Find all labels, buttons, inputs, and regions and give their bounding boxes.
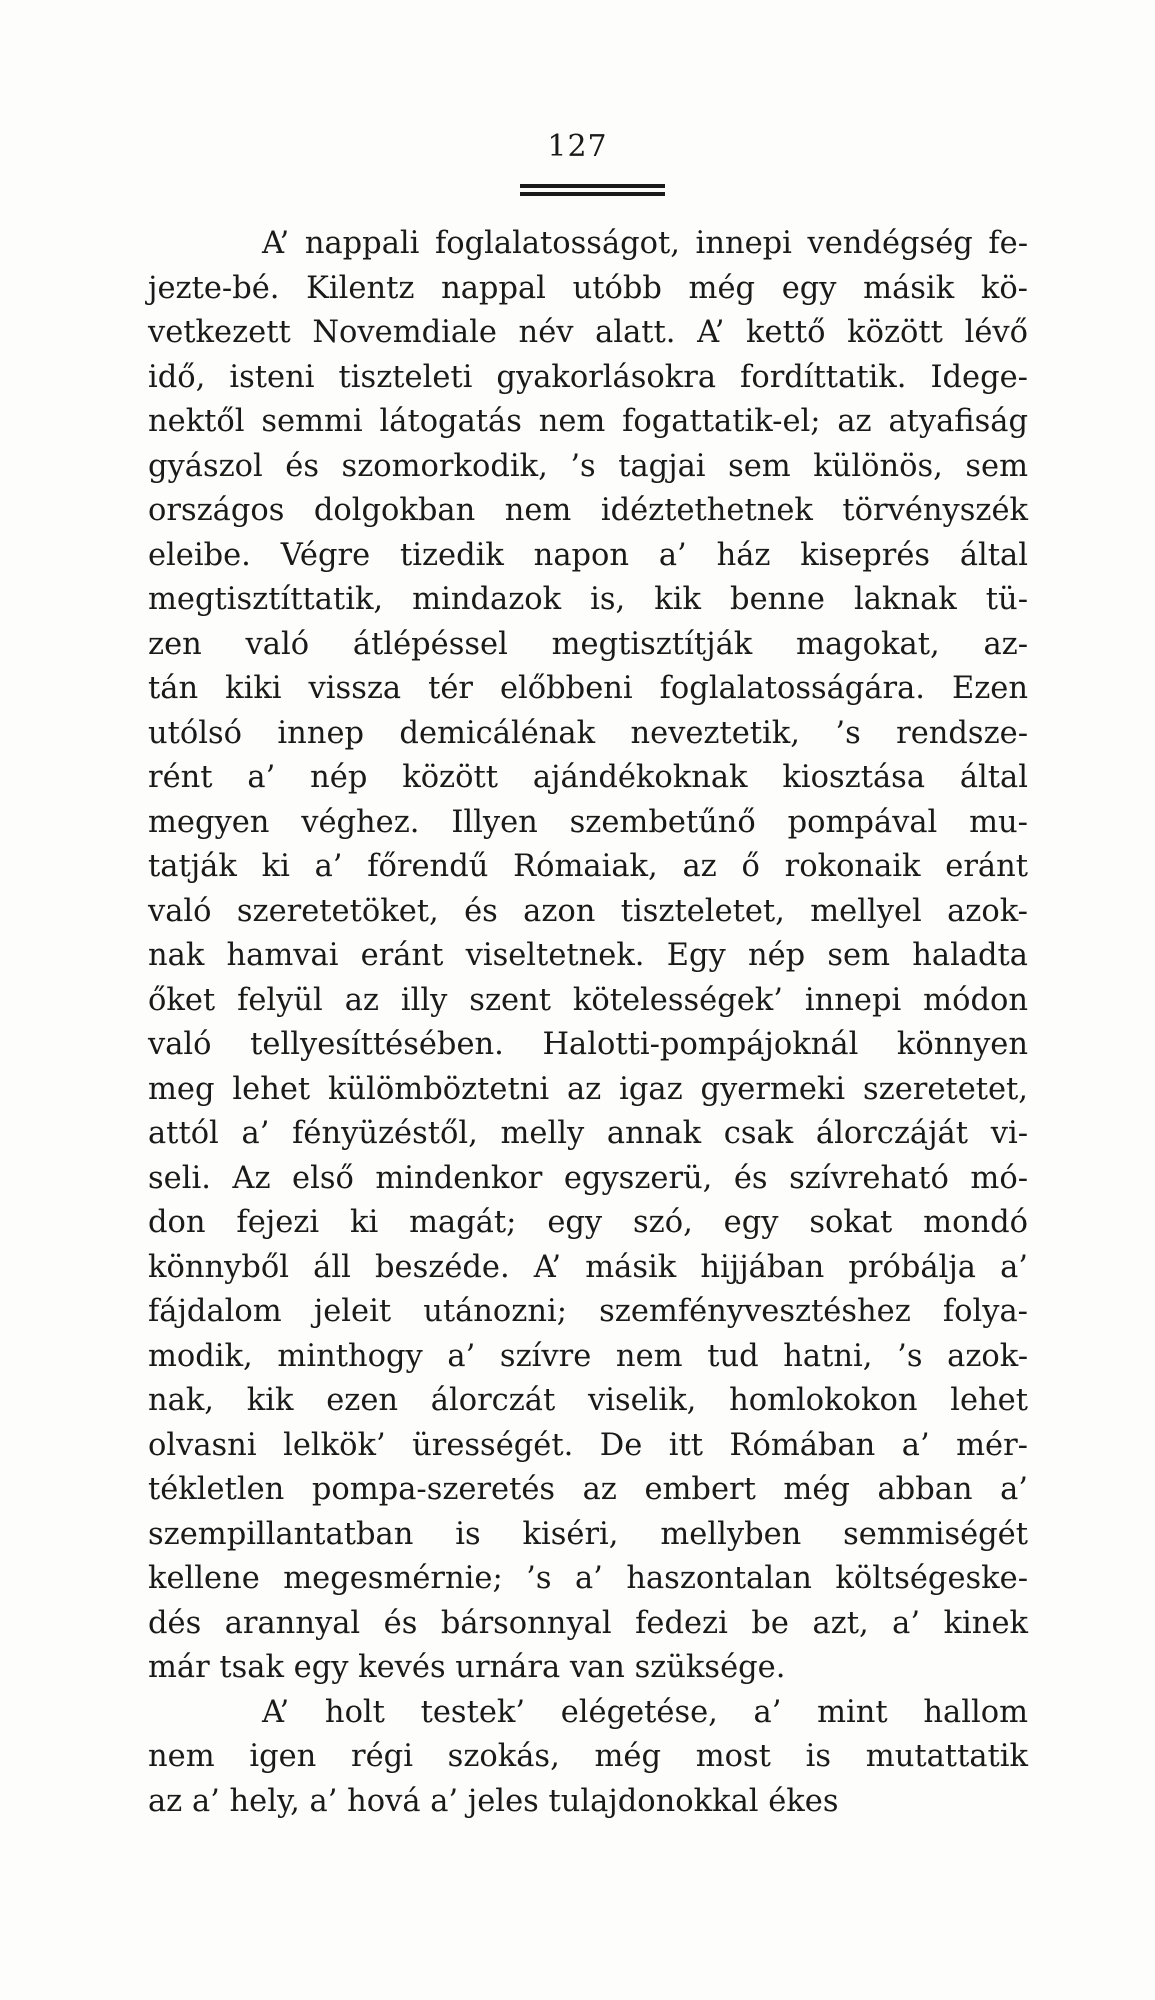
text-line: seli. Az első mindenkor egyszerü, és szívreható mó- <box>148 1161 1028 1196</box>
text-line: modik, minthogy a’ szívre nem tud hatni, ’s azok- <box>148 1339 1028 1374</box>
text-line: don fejezi ki magát; egy szó, egy sokat mondó <box>148 1205 1028 1240</box>
text-line: A’ holt testek’ elégetése, a’ mint hallom <box>262 1695 1028 1730</box>
text-line: dés arannyal és bársonnyal fedezi be azt, a’ kinek <box>148 1606 1028 1641</box>
text-line: A’ nappali foglalatosságot, innepi vendégség fe- <box>262 226 1028 261</box>
text-line: már tsak egy kevés urnára van szüksége. <box>148 1650 786 1685</box>
text-line: attól a’ fényüzéstől, melly annak csak álorczáját vi- <box>148 1116 1028 1151</box>
text-line: az a’ hely, a’ hová a’ jeles tulajdonokkal ékes <box>148 1784 839 1819</box>
text-line: jezte-bé. Kilentz nappal utóbb még egy másik kö- <box>148 271 1028 306</box>
text-line: nektől semmi látogatás nem fogattatik-el; az atyafiság <box>148 404 1028 439</box>
text-line: utólsó innep demicálénak neveztetik, ’s rendsze- <box>148 716 1028 751</box>
text-line: kellene megesmérnie; ’s a’ haszontalan költségeske- <box>148 1561 1028 1596</box>
text-line: vetkezett Novemdiale név alatt. A’ kettő között lévő <box>148 315 1028 350</box>
text-line: országos dolgokban nem idéztethetnek törvényszék <box>148 493 1028 528</box>
text-line: való tellyesíttésében. Halotti-pompájoknál könnyen <box>148 1027 1028 1062</box>
text-line: rént a’ nép között ajándékoknak kiosztása által <box>148 760 1028 795</box>
text-line: meg lehet külömböztetni az igaz gyermeki szeretetet, <box>148 1072 1028 1107</box>
text-line: könnyből áll beszéde. A’ másik hijjában próbálja a’ <box>148 1250 1028 1285</box>
text-line: fájdalom jeleit utánozni; szemfényvesztéshez folya- <box>148 1294 1028 1329</box>
text-line: tatják ki a’ főrendű Rómaiak, az ő rokonaik eránt <box>148 849 1028 884</box>
text-line: megyen véghez. Illyen szembetűnő pompával mu- <box>148 805 1028 840</box>
text-line: idő, isteni tiszteleti gyakorlásokra fordíttatik. Idege- <box>148 360 1028 395</box>
text-line: olvasni lelkök’ ürességét. De itt Rómában a’ mér- <box>148 1428 1028 1463</box>
text-line: nak, kik ezen álorczát viselik, homlokokon lehet <box>148 1383 1028 1418</box>
text-line: való szeretetöket, és azon tiszteletet, mellyel azok- <box>148 894 1028 929</box>
text-line: szempillantatban is kiséri, mellyben semmiségét <box>148 1517 1028 1552</box>
text-line: eleibe. Végre tizedik napon a’ ház kiseprés által <box>148 538 1028 573</box>
text-line: tán kiki vissza tér előbbeni foglalatosságára. Ezen <box>148 671 1028 706</box>
text-line: nem igen régi szokás, még most is mutattatik <box>148 1739 1028 1774</box>
text-line: megtisztíttatik, mindazok is, kik benne laknak tü- <box>148 582 1028 617</box>
text-line: gyászol és szomorkodik, ’s tagjai sem különös, sem <box>148 449 1028 484</box>
text-line: nak hamvai eránt viseltetnek. Egy nép sem haladta <box>148 938 1028 973</box>
page-number: 127 <box>547 129 608 164</box>
text-line: zen való átlépéssel megtisztítják magokat, az- <box>148 627 1028 662</box>
text-line: őket felyül az illy szent kötelességek’ innepi módon <box>148 983 1028 1018</box>
text-line: tékletlen pompa-szeretés az embert még abban a’ <box>148 1472 1028 1507</box>
